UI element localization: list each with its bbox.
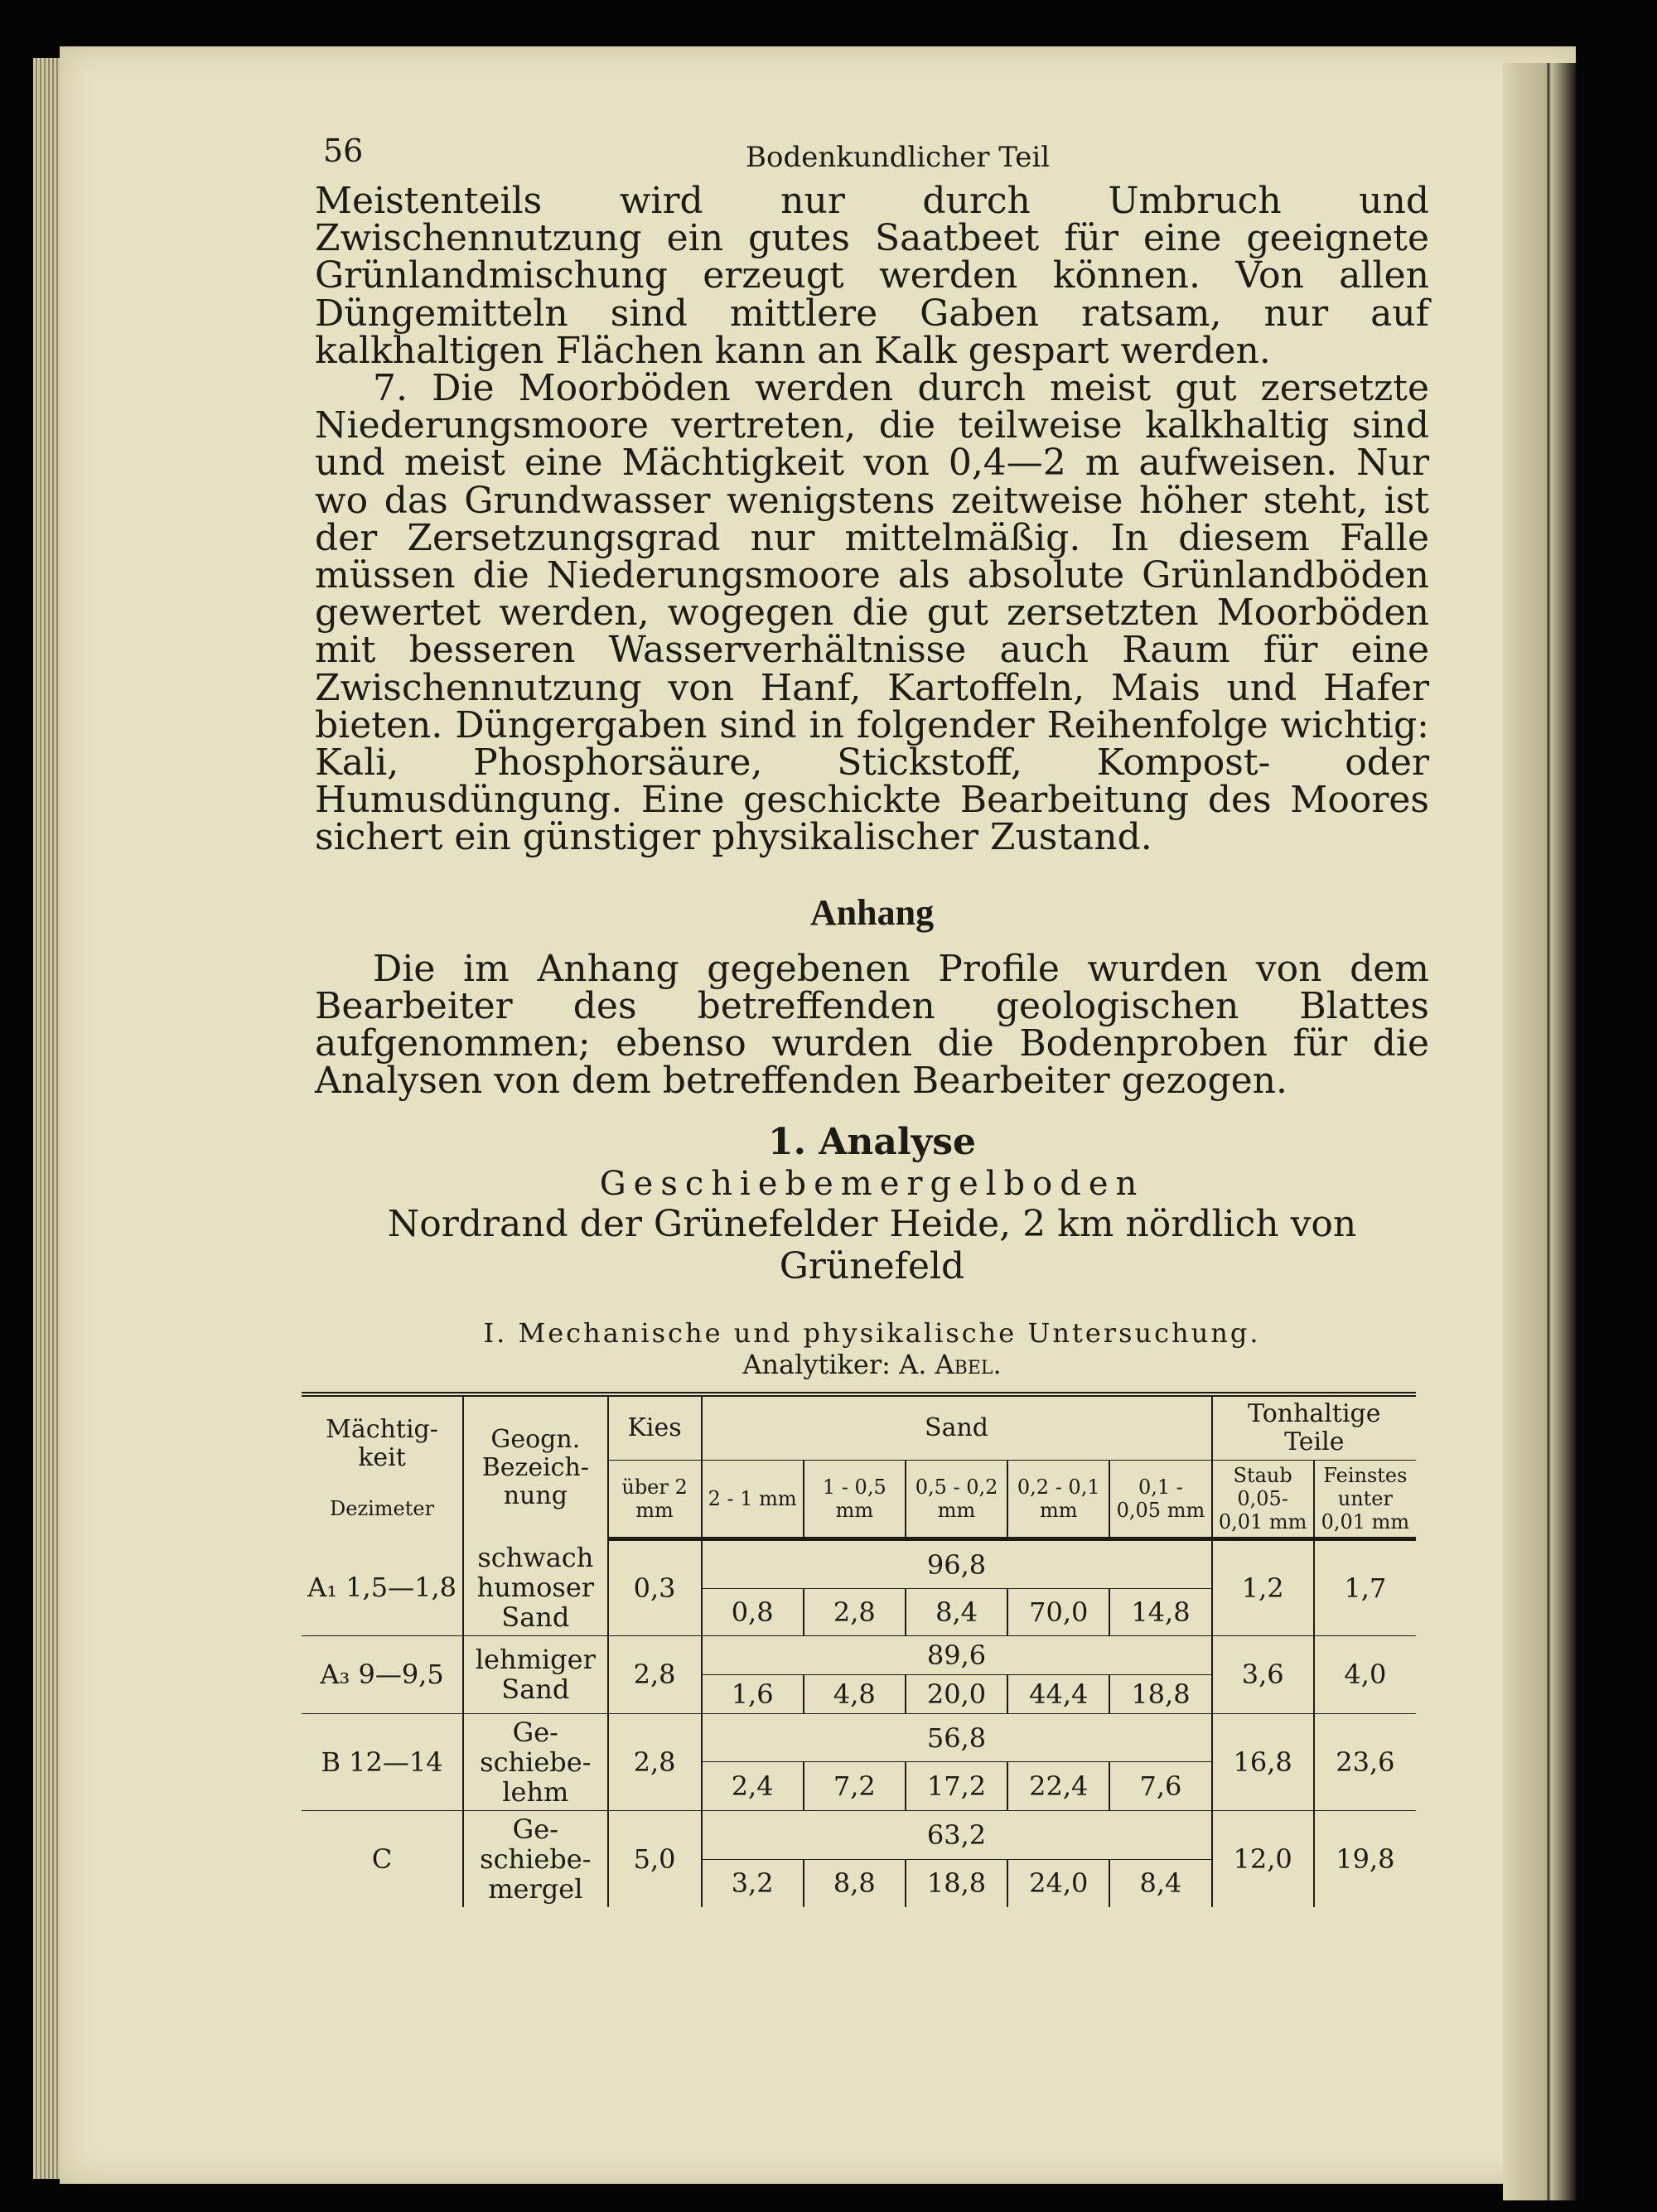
running-head: Bodenkundlicher Teil [746, 141, 1051, 174]
header-geo: Geogn. Bezeich-nung [463, 1394, 608, 1539]
header-depth-unit: Dezimeter [330, 1497, 435, 1521]
header-staub: Staub 0,05-0,01 mm [1212, 1461, 1314, 1539]
cell-sand: 18,8 [906, 1859, 1007, 1907]
cell-kies: 5,0 [608, 1810, 702, 1907]
analyst-label: Analytiker: A. [742, 1349, 927, 1381]
cell-geo: lehmiger Sand [463, 1635, 608, 1713]
cell-kies: 2,8 [608, 1713, 702, 1810]
table-header-row-1 [302, 1394, 1416, 1461]
header-kies-sub: über 2 mm [608, 1461, 702, 1539]
cell-sand: 44,4 [1007, 1674, 1109, 1713]
analysis-title: 1. Analyse [768, 1121, 976, 1164]
appendix-heading: Anhang [809, 891, 935, 933]
cell-sand-total: 63,2 [702, 1810, 1212, 1859]
table-row [302, 1635, 1416, 1674]
header-sand-01-005: 0,1 - 0,05 mm [1109, 1461, 1211, 1539]
header-sand-1-05: 1 - 0,5 mm [804, 1461, 906, 1539]
cell-sand: 8,4 [906, 1588, 1007, 1635]
cell-kies: 0,3 [608, 1539, 702, 1636]
analysis-subtitle: Geschiebemergelboden [599, 1165, 1145, 1204]
cell-sand: 20,0 [906, 1674, 1007, 1713]
table-row [302, 1810, 1416, 1859]
cell-sand: 8,4 [1109, 1859, 1211, 1907]
header-sand-05-02: 0,5 - 0,2 mm [906, 1461, 1007, 1539]
cell-geo: Ge-schiebe-lehm [463, 1713, 608, 1810]
cell-sand: 1,6 [702, 1674, 804, 1713]
page-content [307, 133, 1429, 1907]
cell-sand: 14,8 [1109, 1588, 1211, 1635]
cell-sand: 2,4 [702, 1762, 804, 1811]
header-depth [302, 1394, 463, 1539]
header-depth-label: Mächtig-keit [326, 1415, 438, 1473]
header-sand: Sand [702, 1394, 1212, 1461]
cell-sand-total: 96,8 [702, 1539, 1212, 1588]
page-number: 56 [323, 133, 364, 169]
cell-feinstes: 4,0 [1314, 1635, 1416, 1713]
cell-staub: 16,8 [1212, 1713, 1314, 1810]
paragraph-moorboeden: 7. Die Moorböden werden durch meist gut zersetzte Niederungsmoore vertreten, die teilweise kalkhaltig sind und meist eine Mächtigkeit von 0,4—2 m aufweisen. Nur wo das Grundwasser wenigstens zeitweise höher steht, ist der Zersetzungsgrad nur mittelmäßig. In diesem Falle müssen die Niederungsmoore als absolute Grünlandböden gewertet werden, wogegen die gut zersetzten Moorböden mit besseren Wasserverhältnisse auch Raum für eine Zwischennutzung von Hanf, Kartoffeln, Mais und Hafer bieten. Düngergaben sind in folgender Reihenfolge wichtig: Kali, Phosphorsäure, Stickstoff, Kompost- oder Humusdüngung. Eine geschickte Bearbeitung des Moores sichert ein günstiger physikalischer Zustand. [315, 367, 1429, 859]
cell-sand: 4,8 [804, 1674, 906, 1713]
cell-sand: 22,4 [1007, 1762, 1109, 1811]
book-gutter [1503, 63, 1576, 2200]
analysis-location: Nordrand der Grünefelder Heide, 2 km nördlich von Grünefeld [387, 1203, 1357, 1288]
cell-sand: 3,2 [702, 1859, 804, 1907]
cell-sand-total: 56,8 [702, 1713, 1212, 1762]
paragraph-appendix: Die im Anhang gegebenen Profile wurden von dem Bearbeiter des betreffenden geologischen Blattes aufgenommen; ebenso wurden die Bodenproben für die Analysen von dem betreffenden Bearbeiter gezogen. [315, 947, 1429, 1103]
cell-feinstes: 19,8 [1314, 1810, 1416, 1907]
cell-sand: 18,8 [1109, 1674, 1211, 1713]
table-row [302, 1713, 1416, 1762]
cell-feinstes: 1,7 [1314, 1539, 1416, 1636]
cell-geo: Ge-schiebe-mergel [463, 1810, 608, 1907]
cell-sand: 7,6 [1109, 1762, 1211, 1811]
header-tone: Tonhaltige Teile [1212, 1394, 1416, 1461]
page-header [315, 133, 1429, 182]
cell-sand: 17,2 [906, 1762, 1007, 1811]
paragraph-1: Meistenteils wird nur durch Umbruch und Zwischennutzung ein gutes Saatbeet für eine geeignete Grünlandmischung erzeugt werden können. Von allen Düngemitteln sind mittlere Gaben ratsam, nur auf kalkhaltigen Flächen kann an Kalk gespart werden. [315, 180, 1429, 372]
table-analyst [315, 1349, 1429, 1380]
cell-sand: 0,8 [702, 1588, 804, 1635]
cell-staub: 1,2 [1212, 1539, 1314, 1636]
cell-sand: 8,8 [804, 1859, 906, 1907]
header-sand-02-01: 0,2 - 0,1 mm [1007, 1461, 1109, 1539]
cell-feinstes: 23,6 [1314, 1713, 1416, 1810]
cell-depth: A₁ 1,5—1,8 [307, 1571, 457, 1603]
cell-depth: A₃ 9—9,5 [302, 1635, 463, 1713]
header-sand-2-1: 2 - 1 mm [702, 1461, 804, 1539]
cell-sand: 24,0 [1007, 1859, 1109, 1907]
cell-sand-total: 89,6 [702, 1635, 1212, 1674]
table-caption: I. Mechanische und physikalische Untersuchung. [483, 1317, 1261, 1350]
analyst-name: Abel. [935, 1349, 1002, 1381]
cell-sand: 7,2 [804, 1762, 906, 1811]
header-kies: Kies [608, 1394, 702, 1461]
mechanical-analysis-table [302, 1392, 1416, 1907]
cell-depth: C [302, 1810, 463, 1907]
cell-staub: 12,0 [1212, 1810, 1314, 1907]
header-feinstes: Feinstes unter 0,01 mm [1314, 1461, 1416, 1539]
cell-staub: 3,6 [1212, 1635, 1314, 1713]
cell-sand: 70,0 [1007, 1588, 1109, 1635]
cell-geo: schwach humoser Sand [463, 1539, 608, 1636]
cell-depth: B 12—14 [302, 1713, 463, 1810]
cell-sand: 2,8 [804, 1588, 906, 1635]
cell-kies: 2,8 [608, 1635, 702, 1713]
table-row [302, 1539, 1416, 1588]
